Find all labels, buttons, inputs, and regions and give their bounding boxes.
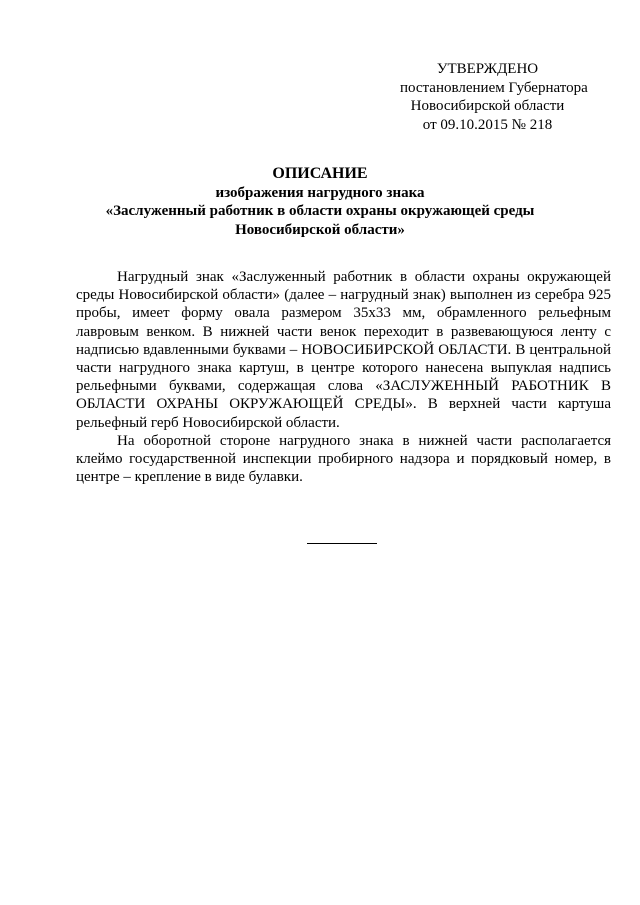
title-badge-region: Новосибирской области» xyxy=(235,221,405,238)
body-paragraph-1: Нагрудный знак «Заслуженный работник в области охраны окружающей среды Новосибирской области» (далее – нагрудный знак) выполнен из серебра 925 пробы, имеет форму овала размером 35х33 мм, обрамленного рельефным лавровым венком. В нижней части венок переходит в развевающуюся ленту с надписью вдавленными буквами – НОВОСИБИРСКОЙ ОБЛАСТИ. В центральной части нагрудного знака картуш, в центре которого нанесена выпуклая надпись рельефными буквами, содержащая слова «ЗАСЛУЖЕННЫЙ РАБОТНИК В ОБЛАСТИ ОХРАНЫ ОКРУЖАЮЩЕЙ СРЕДЫ». В верхней части картуша рельефный герб Новосибирской области. xyxy=(76,269,611,431)
title-subheading: изображения нагрудного знака xyxy=(215,184,425,201)
approval-resolution: постановлением Губернатора xyxy=(400,79,588,96)
approval-region: Новосибирской области xyxy=(410,98,565,115)
approval-stamp xyxy=(400,60,588,134)
title-heading: ОПИСАНИЕ xyxy=(272,165,368,182)
document-title xyxy=(60,165,580,239)
separator-line xyxy=(307,543,377,544)
body-paragraph-2: На оборотной стороне нагрудного знака в нижней части располагается клеймо государственной инспекции пробирного надзора и порядковый номер, в центре – крепление в виде булавки. xyxy=(76,432,611,486)
title-badge-name: «Заслуженный работник в области охраны окружающей среды xyxy=(105,203,535,220)
document-body xyxy=(76,268,611,486)
approval-heading: УТВЕРЖДЕНО xyxy=(436,61,539,77)
approval-date-number: от 09.10.2015 № 218 xyxy=(422,116,553,133)
